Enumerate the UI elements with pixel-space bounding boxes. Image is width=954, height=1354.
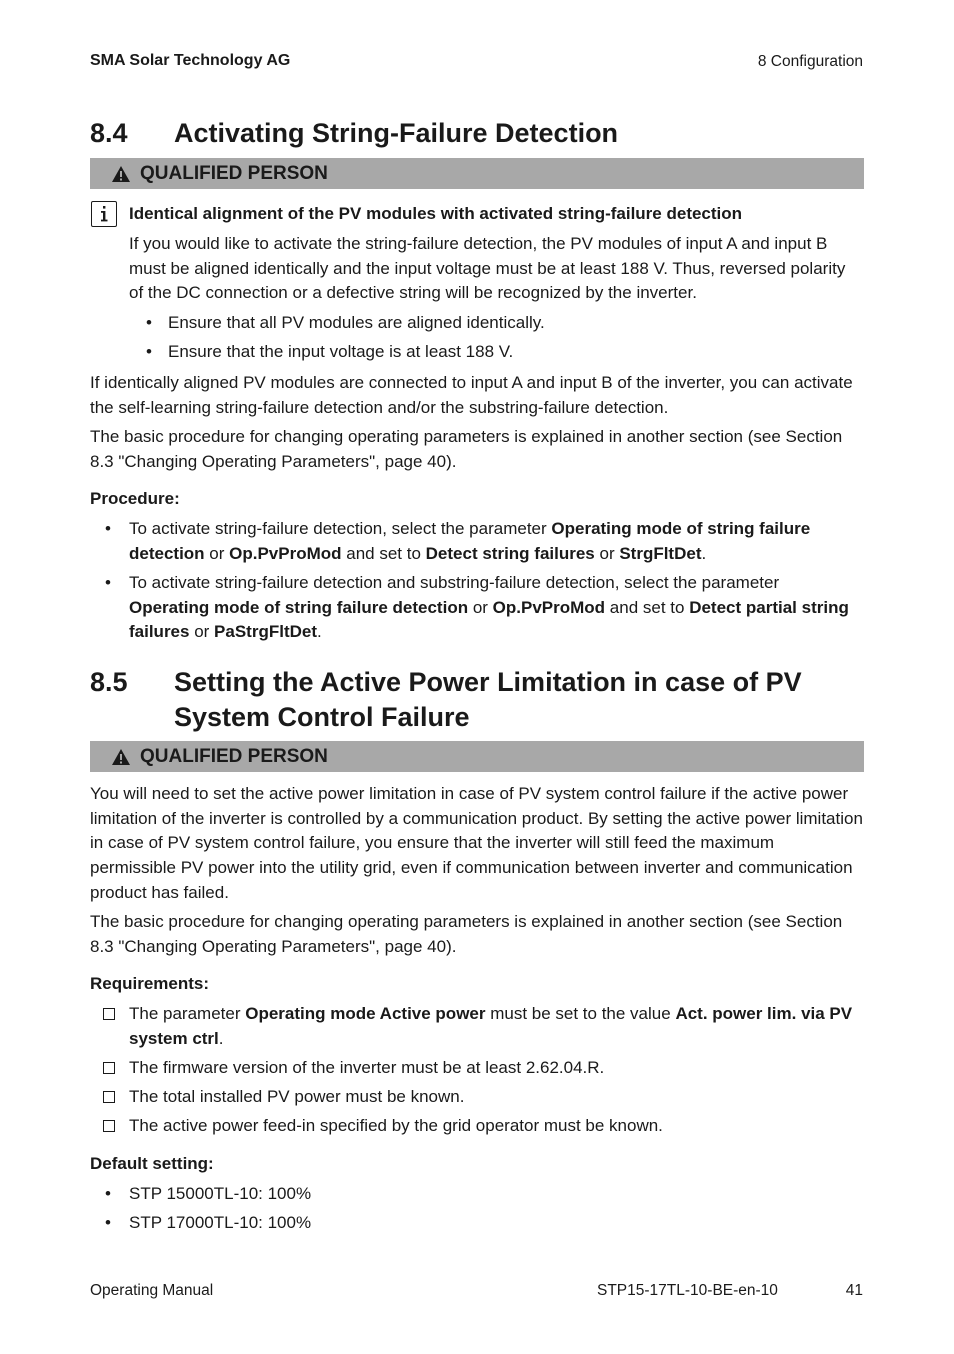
info-title: Identical alignment of the PV modules with activated string-failure detection (129, 204, 743, 223)
section-title: Setting the Active Power Limitation in case of PV (174, 667, 802, 697)
footer-doc-id: STP15-17TL-10-BE-en-10 (597, 1282, 778, 1299)
procedure-label: Procedure: (90, 489, 180, 508)
list-item: • To activate string-failure detection and substring-failure detection, select the parameter Operating mode of string failure detection or Op.PvProMod and set to Detect partial string failures or PaStrgFltDet. (105, 573, 849, 642)
paragraph: You will need to set the active power limitation in case of PV system control failure if the active power limitation of the inverter is controlled by a communication product. By setting the active power limitation in case of PV system control failure, you ensure that the inverter will still feed the maximum permissible PV power into the utility grid, even if communication between inverter and communication product has failed. (90, 784, 863, 902)
section-number: 8.5 (90, 667, 128, 697)
section-title: Activating String-Failure Detection (174, 118, 619, 148)
checkbox-icon (103, 1120, 115, 1132)
header-chapter: 8 Configuration (757, 53, 863, 70)
requirement-item: The active power feed-in specified by the grid operator must be known. (103, 1114, 864, 1139)
header-company: SMA Solar Technology AG (90, 52, 291, 69)
checkbox-icon (103, 1008, 115, 1020)
section-title-cont: System Control Failure (174, 702, 470, 732)
info-text: If you would like to activate the string-failure detection, the PV modules of input A and input B must be aligned identically and the input voltage must be at least 188 V. Thus, reversed polarity of the DC connection or a defective string will be recognized by the inverter. (129, 234, 846, 303)
paragraph: If identically aligned PV modules are connected to input A and input B of the inverter, you can activate the self-learning string-failure detection and/or the substring-failure detection. (90, 373, 853, 417)
list-item: • STP 17000TL-10: 100% (105, 1213, 312, 1232)
checkbox-icon (103, 1091, 115, 1103)
list-item: • To activate string-failure detection, select the parameter Operating mode of string failure detection or Op.PvProMod and set to Detect string failures or StrgFltDet. (105, 519, 811, 563)
info-icon (91, 201, 117, 227)
paragraph: The basic procedure for changing operating parameters is explained in another section (see Section 8.3 "Changing Operating Parameters", page 40). (90, 912, 843, 956)
requirement-item: The total installed PV power must be known. (103, 1085, 864, 1110)
section-8-5-heading (90, 665, 802, 735)
paragraph: The basic procedure for changing operating parameters is explained in another section (see Section 8.3 "Changing Operating Parameters", page 40). (90, 427, 843, 471)
qualified-person-banner (90, 741, 864, 772)
footer-manual: Operating Manual (90, 1282, 214, 1299)
qualified-person-banner (90, 158, 864, 189)
section-8-4-heading (90, 116, 618, 151)
default-setting-label: Default setting: (90, 1154, 214, 1173)
requirement-item: The firmware version of the inverter must be at least 2.62.04.R. (103, 1056, 864, 1081)
warning-icon (111, 748, 131, 766)
requirement-item: The parameter Operating mode Active power must be set to the value Act. power lim. via PV system ctrl. (103, 1002, 864, 1051)
banner-label: QUALIFIED PERSON (140, 745, 328, 767)
section-number: 8.4 (90, 118, 128, 148)
banner-label: QUALIFIED PERSON (140, 162, 328, 184)
requirements-label: Requirements: (90, 974, 210, 993)
page-number: 41 (845, 1282, 863, 1299)
list-item: • STP 15000TL-10: 100% (105, 1184, 312, 1203)
warning-icon (111, 165, 131, 183)
checkbox-icon (103, 1062, 115, 1074)
